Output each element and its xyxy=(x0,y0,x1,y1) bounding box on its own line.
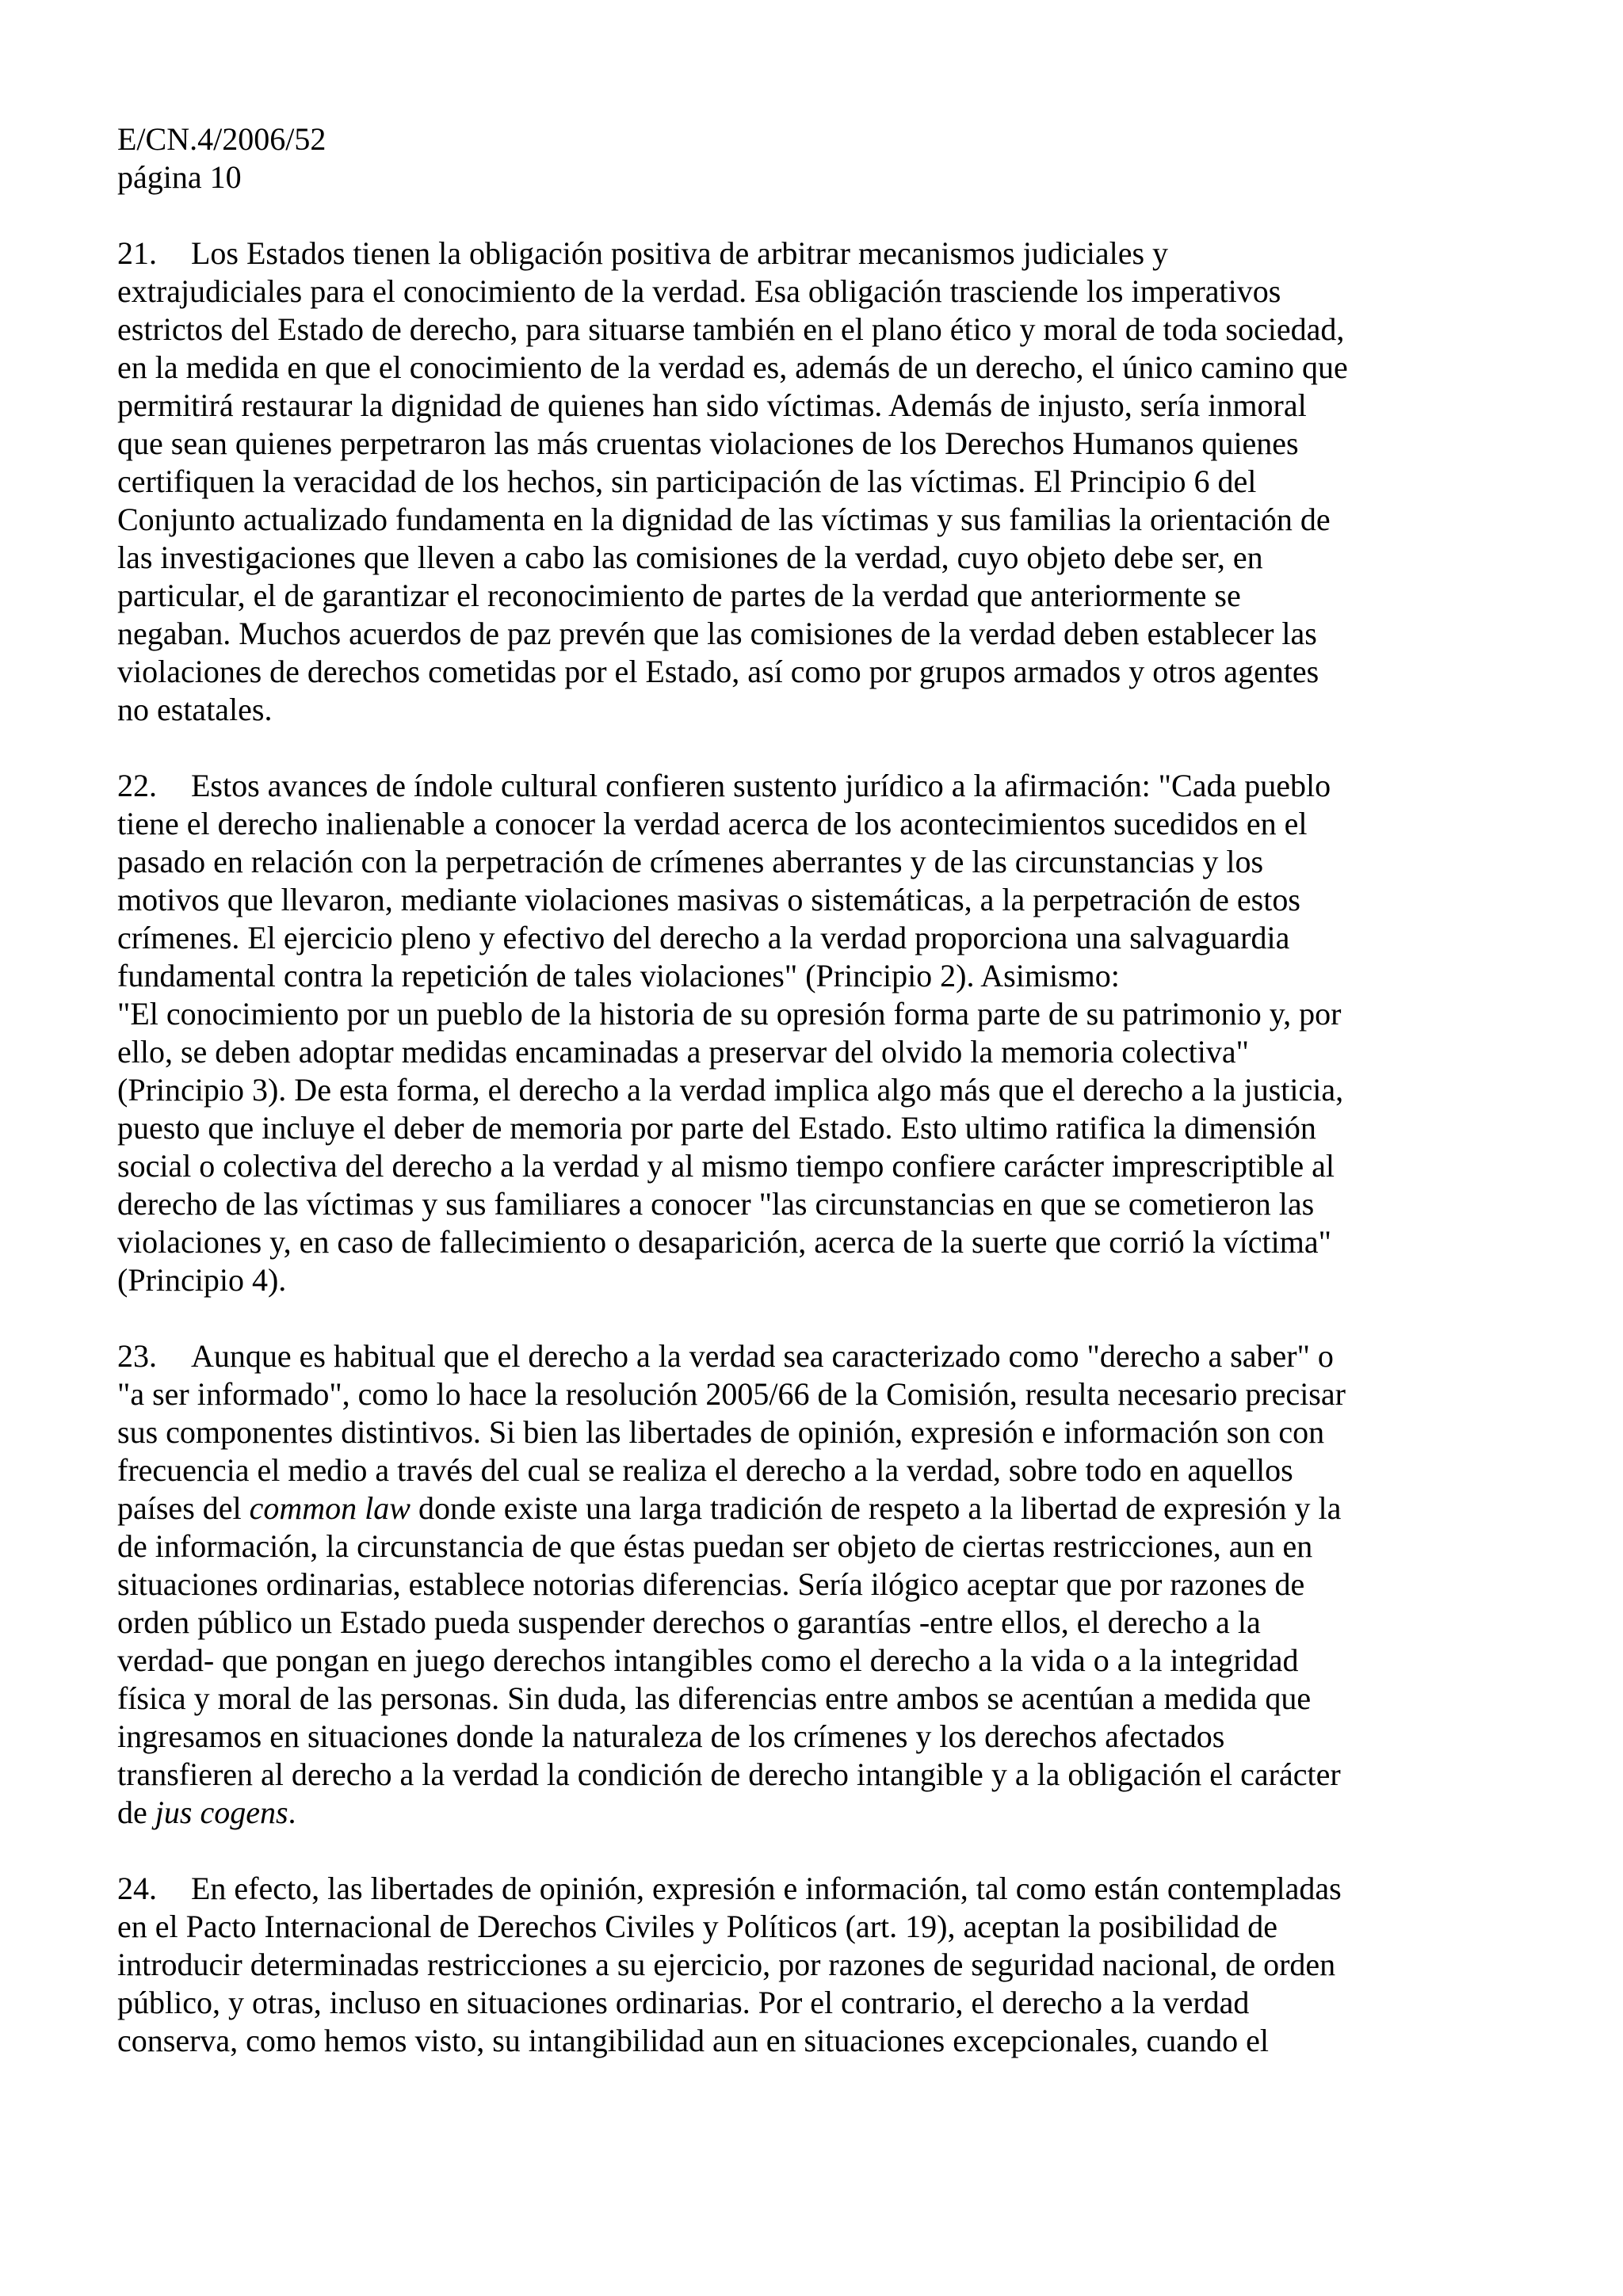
text-line: 24. En efecto, las libertades de opinión, expresión e información, tal como están contempladas xyxy=(117,1871,1342,1906)
text-line: en el Pacto Internacional de Derechos Civiles y Políticos (art. 19), aceptan la posibilidad de xyxy=(117,1909,1277,1944)
text-line: pasado en relación con la perpetración de crímenes aberrantes y de las circunstancias y los xyxy=(117,844,1264,879)
text-line: introducir determinadas restricciones a su ejercicio, por razones de seguridad nacional, de orden xyxy=(117,1947,1336,1982)
text-line: 22. Estos avances de índole cultural confieren sustento jurídico a la afirmación: "Cada pueblo xyxy=(117,768,1331,803)
text-line: de jus cogens. xyxy=(117,1794,296,1830)
text-line: de información, la circunstancia de que éstas puedan ser objeto de ciertas restricciones, aun en xyxy=(117,1528,1313,1564)
paragraph-number: 22. xyxy=(117,768,157,803)
paragraph-number: 24. xyxy=(117,1871,157,1906)
text-line: "a ser informado", como lo hace la resolución 2005/66 de la Comisión, resulta necesario precisar xyxy=(117,1376,1346,1412)
paragraph-23 xyxy=(117,1337,1506,1832)
paragraph-22 xyxy=(117,767,1506,1299)
text-line: crímenes. El ejercicio pleno y efectivo del derecho a la verdad proporciona una salvaguardia xyxy=(117,920,1290,955)
text-line: 23. Aunque es habitual que el derecho a la verdad sea caracterizado como "derecho a saber" o xyxy=(117,1338,1334,1374)
text-line: fundamental contra la repetición de tales violaciones" (Principio 2). Asimismo: xyxy=(117,958,1120,994)
text-line: (Principio 3). De esta forma, el derecho a la verdad implica algo más que el derecho a la justicia, xyxy=(117,1072,1344,1108)
text-line: frecuencia el medio a través del cual se realiza el derecho a la verdad, sobre todo en aquellos xyxy=(117,1452,1293,1488)
page-number-label: página 10 xyxy=(117,159,242,195)
paragraph-number: 23. xyxy=(117,1338,157,1374)
text-line: violaciones de derechos cometidas por el Estado, así como por grupos armados y otros agentes xyxy=(117,654,1319,689)
text-line: "El conocimiento por un pueblo de la historia de su opresión forma parte de su patrimonio y, por xyxy=(117,996,1342,1032)
text-line: público, y otras, incluso en situaciones ordinarias. Por el contrario, el derecho a la verdad xyxy=(117,1985,1250,2020)
text-line: ingresamos en situaciones donde la naturaleza de los crímenes y los derechos afectados xyxy=(117,1718,1225,1754)
text-line: verdad- que pongan en juego derechos intangibles como el derecho a la vida o a la integridad xyxy=(117,1642,1299,1678)
document-body xyxy=(117,235,1506,2098)
page-header xyxy=(117,120,1465,196)
text-line: social o colectiva del derecho a la verdad y al mismo tiempo confiere carácter imprescriptible al xyxy=(117,1148,1335,1184)
text-line: permitirá restaurar la dignidad de quienes han sido víctimas. Además de injusto, sería inmoral xyxy=(117,387,1307,423)
text-line: países del common law donde existe una larga tradición de respeto a la libertad de expresión y la xyxy=(117,1490,1342,1526)
text-line: particular, el de garantizar el reconocimiento de partes de la verdad que anteriormente se xyxy=(117,578,1241,613)
italic-term: common law xyxy=(249,1490,411,1526)
text-line: física y moral de las personas. Sin duda, las diferencias entre ambos se acentúan a medida que xyxy=(117,1680,1312,1716)
text-line: motivos que llevaron, mediante violaciones masivas o sistemáticas, a la perpetración de estos xyxy=(117,882,1300,917)
text-line: en la medida en que el conocimiento de la verdad es, además de un derecho, el único camino que xyxy=(117,349,1348,385)
text-line: derecho de las víctimas y sus familiares a conocer "las circunstancias en que se cometieron las xyxy=(117,1186,1315,1222)
text-line: violaciones y, en caso de fallecimiento o desaparición, acerca de la suerte que corrió la víctima" xyxy=(117,1224,1331,1260)
paragraph-24 xyxy=(117,1870,1506,2060)
text-line: ello, se deben adoptar medidas encaminadas a preservar del olvido la memoria colectiva" xyxy=(117,1034,1249,1070)
text-line: estrictos del Estado de derecho, para situarse también en el plano ético y moral de toda sociedad, xyxy=(117,311,1345,347)
text-line: que sean quienes perpetraron las más cruentas violaciones de los Derechos Humanos quienes xyxy=(117,425,1299,461)
text-line: Conjunto actualizado fundamenta en la dignidad de las víctimas y sus familias la orientación de xyxy=(117,502,1331,537)
text-line: sus componentes distintivos. Si bien las libertades de opinión, expresión e información son con xyxy=(117,1414,1325,1450)
text-line: orden público un Estado pueda suspender derechos o garantías -entre ellos, el derecho a la xyxy=(117,1604,1261,1640)
text-line: 21. Los Estados tienen la obligación positiva de arbitrar mecanismos judiciales y xyxy=(117,235,1169,271)
text-line: tiene el derecho inalienable a conocer la verdad acerca de los acontecimientos sucedidos en el xyxy=(117,806,1308,841)
text-line: situaciones ordinarias, establece notorias diferencias. Sería ilógico aceptar que por razones de xyxy=(117,1566,1305,1602)
text-line: no estatales. xyxy=(117,692,273,727)
text-line: negaban. Muchos acuerdos de paz prevén que las comisiones de la verdad deben establecer las xyxy=(117,616,1317,651)
text-line: conserva, como hemos visto, su intangibilidad aun en situaciones excepcionales, cuando el xyxy=(117,2023,1269,2058)
text-line: puesto que incluye el deber de memoria por parte del Estado. Esto ultimo ratifica la dimensión xyxy=(117,1110,1316,1146)
paragraph-21 xyxy=(117,235,1506,729)
text-line: las investigaciones que lleven a cabo las comisiones de la verdad, cuyo objeto debe ser, en xyxy=(117,540,1263,575)
text-line: transfieren al derecho a la verdad la condición de derecho intangible y a la obligación el carácter xyxy=(117,1756,1341,1792)
italic-term: jus cogens xyxy=(155,1794,288,1830)
text-line: extrajudiciales para el conocimiento de la verdad. Esa obligación trasciende los imperativos xyxy=(117,273,1281,309)
text-line: certifiquen la veracidad de los hechos, sin participación de las víctimas. El Principio 6 del xyxy=(117,463,1257,499)
text-line: (Principio 4). xyxy=(117,1262,287,1298)
paragraph-number: 21. xyxy=(117,235,157,271)
document-symbol: E/CN.4/2006/52 xyxy=(117,121,327,157)
